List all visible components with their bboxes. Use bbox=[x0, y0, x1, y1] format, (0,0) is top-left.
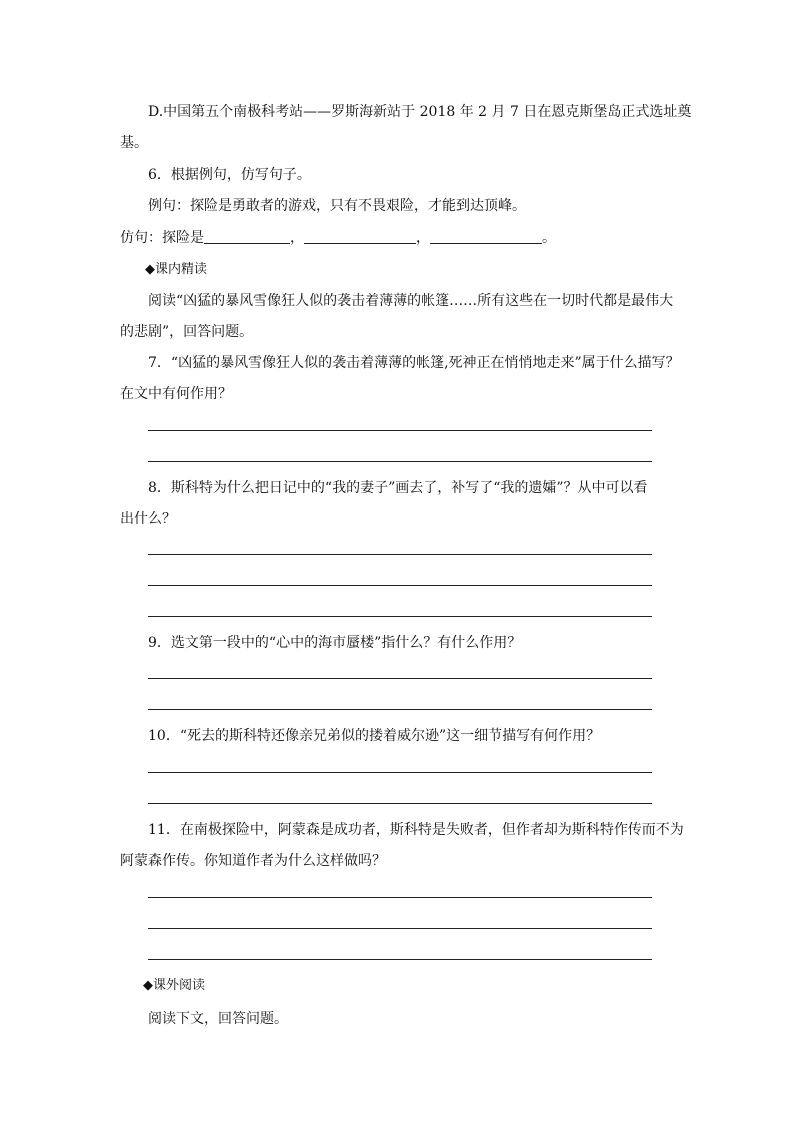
question-10: 10．“死去的斯科特还像亲兄弟似的搂着威尔逊”这一细节描写有何作用？ bbox=[148, 728, 601, 744]
answer-blank-3[interactable] bbox=[430, 229, 542, 244]
question-11-line1: 11．在南极探险中，阿蒙森是成功者，斯科特是失败者，但作者却为斯科特作传而不为 bbox=[148, 822, 684, 838]
question-6-imitation bbox=[120, 229, 556, 247]
reading-intro-line2: 的悲剧”，回答问题。 bbox=[120, 324, 254, 340]
answer-line[interactable] bbox=[148, 803, 652, 804]
question-11-line2: 阿蒙森作传。你知道作者为什么这样做吗？ bbox=[120, 853, 386, 869]
question-8-line2: 出什么？ bbox=[120, 511, 176, 527]
answer-blank-1[interactable] bbox=[204, 229, 290, 244]
answer-line[interactable] bbox=[148, 585, 652, 586]
reading-intro-line1: 阅读“凶猛的暴风雪像狂人似的袭击着薄薄的帐篷……所有这些在一切时代都是最伟大 bbox=[148, 293, 674, 309]
answer-line[interactable] bbox=[148, 772, 652, 773]
question-7-line2: 在文中有何作用？ bbox=[120, 386, 232, 402]
answer-line[interactable] bbox=[148, 897, 652, 898]
option-d-line2: 基。 bbox=[120, 135, 148, 151]
imitation-prefix: 仿句：探险是 bbox=[120, 230, 204, 246]
answer-line[interactable] bbox=[148, 554, 652, 555]
answer-blank-2[interactable] bbox=[304, 229, 416, 244]
answer-line[interactable] bbox=[148, 678, 652, 679]
answer-line[interactable] bbox=[148, 928, 652, 929]
answer-line[interactable] bbox=[148, 430, 652, 431]
question-6-example: 例句：探险是勇敢者的游戏，只有不畏艰险，才能到达顶峰。 bbox=[148, 198, 526, 214]
section-heading-inclass: ◆课内精读 bbox=[145, 262, 207, 277]
period: 。 bbox=[542, 230, 556, 246]
question-9: 9．选文第一段中的“心中的海市蜃楼”指什么？有什么作用？ bbox=[148, 635, 522, 651]
question-6-title: 6．根据例句，仿写句子。 bbox=[148, 167, 311, 183]
section-heading-outside: ◆课外阅读 bbox=[143, 978, 205, 993]
question-7-line1: 7．“凶猛的暴风雪像狂人似的袭击着薄薄的帐篷,死神正在悄悄地走来”属于什么描写？ bbox=[148, 355, 680, 371]
option-d-line1: D.中国第五个南极科考站——罗斯海新站于 2018 年 2 月 7 日在恩克斯堡岛正式选址奠 bbox=[148, 104, 692, 120]
comma-2: ， bbox=[416, 230, 430, 246]
question-8-line1: 8．斯科特为什么把日记中的“我的妻子”画去了，补写了“我的遗孀”？从中可以看 bbox=[148, 480, 648, 496]
answer-line[interactable] bbox=[148, 616, 652, 617]
answer-line[interactable] bbox=[148, 709, 652, 710]
outside-reading-intro: 阅读下文，回答问题。 bbox=[148, 1011, 288, 1027]
answer-line[interactable] bbox=[148, 959, 652, 960]
answer-line[interactable] bbox=[148, 461, 652, 462]
comma-1: ， bbox=[290, 230, 304, 246]
